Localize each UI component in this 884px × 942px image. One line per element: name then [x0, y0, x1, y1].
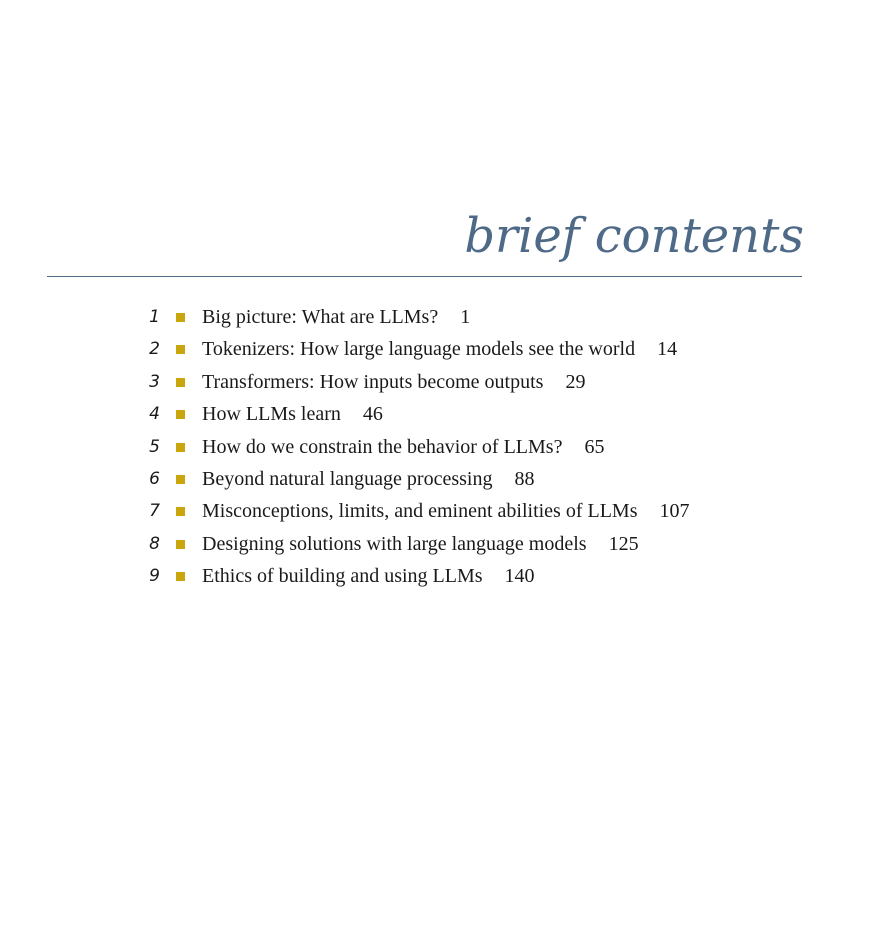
chapter-number: 9	[149, 566, 160, 587]
entry-text	[202, 336, 677, 362]
chapter-number: 8	[149, 533, 160, 554]
entry-text	[202, 401, 383, 427]
chapter-title: How LLMs learn	[202, 403, 341, 426]
chapter-title: Big picture: What are LLMs?	[202, 306, 439, 328]
page-number: 1	[460, 306, 471, 328]
chapter-number: 3	[149, 371, 160, 392]
entry-text	[202, 563, 535, 589]
toc-entry-4[interactable]	[0, 401, 884, 433]
chapter-number: 2	[149, 339, 160, 360]
toc-entry-2[interactable]	[0, 336, 884, 368]
page-number: 125	[608, 532, 639, 555]
table-of-contents	[0, 304, 884, 596]
entry-text	[202, 498, 690, 524]
page-number: 29	[565, 370, 586, 393]
square-bullet-icon	[176, 313, 185, 322]
square-bullet-icon	[176, 540, 185, 549]
chapter-title: Tokenizers: How large language models see the world	[202, 338, 636, 361]
chapter-title: Ethics of building and using LLMs	[202, 565, 483, 588]
square-bullet-icon	[176, 345, 185, 354]
page-number: 107	[659, 500, 690, 523]
entry-text	[202, 531, 639, 557]
chapter-title: Beyond natural language processing	[202, 467, 493, 490]
page-title: brief contents	[464, 208, 804, 264]
page-number: 88	[514, 467, 535, 490]
chapter-number: 1	[149, 307, 160, 327]
toc-entry-8[interactable]	[0, 531, 884, 563]
chapter-title: How do we constrain the behavior of LLMs?	[202, 435, 563, 458]
square-bullet-icon	[176, 572, 185, 581]
square-bullet-icon	[176, 378, 185, 387]
page-number: 140	[504, 565, 535, 588]
toc-entry-7[interactable]	[0, 498, 884, 530]
chapter-number: 7	[149, 501, 160, 522]
chapter-number: 4	[149, 404, 160, 425]
chapter-title: Designing solutions with large language models	[202, 532, 587, 555]
square-bullet-icon	[176, 475, 185, 484]
entry-text	[202, 466, 534, 492]
toc-entry-1[interactable]	[0, 304, 884, 336]
page-number: 46	[362, 403, 383, 426]
page-number: 65	[584, 435, 605, 458]
square-bullet-icon	[176, 507, 185, 516]
toc-entry-3[interactable]	[0, 369, 884, 401]
chapter-number: 6	[149, 468, 160, 489]
chapter-title: Transformers: How inputs become outputs	[202, 370, 544, 393]
toc-entry-6[interactable]	[0, 466, 884, 498]
square-bullet-icon	[176, 410, 185, 419]
entry-text	[202, 369, 585, 395]
entry-text	[202, 434, 604, 460]
chapter-title: Misconceptions, limits, and eminent abilities of LLMs	[202, 500, 638, 523]
title-divider	[47, 276, 802, 277]
entry-text	[202, 304, 470, 330]
toc-entry-9[interactable]	[0, 563, 884, 595]
page-number: 14	[657, 338, 678, 361]
toc-entry-5[interactable]	[0, 434, 884, 466]
square-bullet-icon	[176, 443, 185, 452]
chapter-number: 5	[149, 436, 160, 457]
